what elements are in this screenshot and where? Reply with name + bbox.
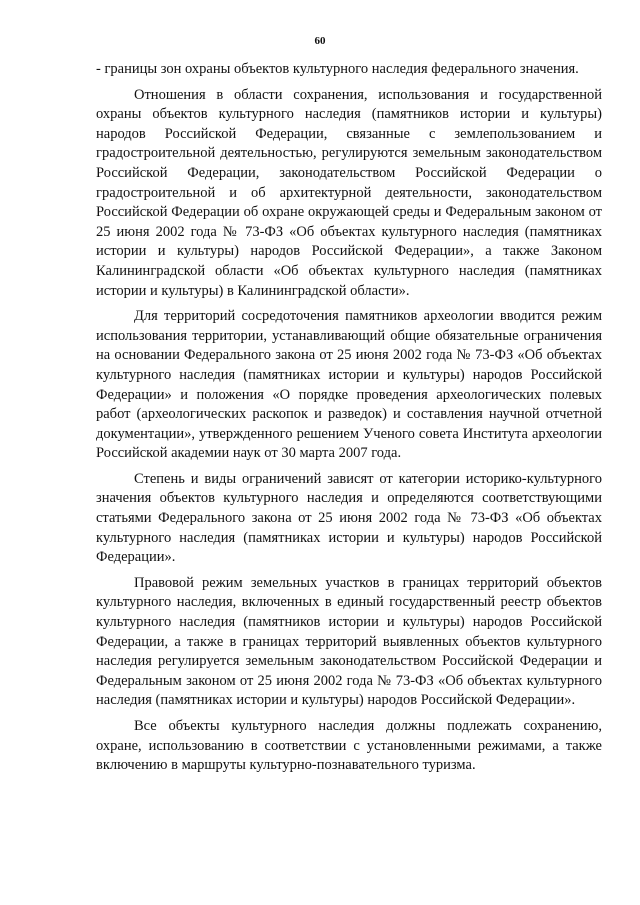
page-number: 60: [314, 35, 326, 47]
paragraph-land-regime: Правовой режим земельных участков в границах территорий объектов культурного наследия, включенных в единый государственный реестр объектов культурного наследия (памятников истории и культуры) народов Российской Федерации, а также в границах территорий выявленных объектов культурного наследия регулируется земельным законодательством Российской Федерации и Федеральным законом от 25 июня 2002 года № 73-ФЗ «Об объектах культурного наследия (памятниках истории и культуры) народов Российской Федерации».: [96, 574, 602, 709]
paragraph-preservation: Все объекты культурного наследия должны подлежать сохранению, охране, использованию в соответствии с установленными режимами, а также включению в маршруты культурно-познавательного туризма.: [96, 718, 602, 774]
paragraph-relations: Отношения в области сохранения, использования и государственной охраны объектов культурного наследия (памятников истории и культуры) народов Российской Федерации, связанные с землепользованием и градостроительной деятельностью, регулируются земельным законодательством Российской Федерации, законодательством Российской Федерации о градостроительной и об архитектурной деятельности, законодательством Российской Федерации об охране окружающей среды и Федеральным законом от 25 июня 2002 года № 73-ФЗ «Об объектах культурного наследия (памятниках истории и культуры) народов Российской Федерации», а также Законом Калининградской области «Об объектах культурного наследия (памятниках истории и культуры) в Калининградской области».: [96, 86, 602, 299]
document-body: [96, 60, 602, 782]
paragraph-archaeology-territories: Для территорий сосредоточения памятников археологии вводится режим использования территории, устанавливающий общие обязательные ограничения на основании Федерального закона от 25 июня 2002 года № 73-ФЗ «Об объектах культурного наследия (памятниках истории и культуры) народов Российской Федерации» и положения «О порядке проведения археологических полевых работ (археологических раскопок и разведок) и составления научной отчетной документации», утвержденного решением Ученого совета Института археологии Российской академии наук от 30 марта 2007 года.: [96, 308, 602, 462]
paragraph-boundaries: - границы зон охраны объектов культурного наследия федерального значения.: [96, 61, 579, 77]
paragraph-restrictions: Степень и виды ограничений зависят от категории историко-культурного значения объектов культурного наследия и определяются соответствующими статьями Федерального закона от 25 июня 2002 года № 73-ФЗ «Об объектах культурного наследия (памятниках истории и культуры) народов Российской Федерации».: [96, 470, 602, 566]
